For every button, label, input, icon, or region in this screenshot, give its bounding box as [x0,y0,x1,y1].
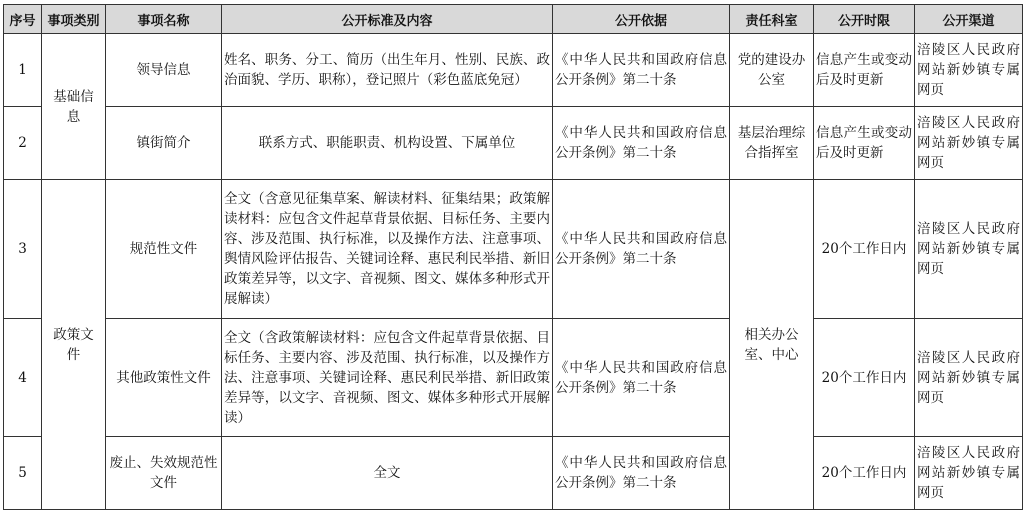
row-time: 20个工作日内 [814,180,915,319]
header-seq: 序号 [4,5,42,34]
row-time: 20个工作日内 [814,319,915,437]
row-standard: 联系方式、职能职责、机构设置、下属单位 [222,107,553,180]
policy-dept: 相关办公室、中心 [730,180,814,510]
row-standard: 全文（含政策解读材料：应包含文件起草背景依据、目标任务、主要内容、涉及范围、执行标准，以及操作方法、注意事项、关键词诠释、惠民利民举措、新旧政策差异等，以文字、音视频、图文、媒体多种形式开展解读） [222,319,553,437]
table-row [4,437,1023,510]
row-channel: 涪陵区人民政府网站新妙镇专属网页 [915,34,1023,107]
header-dept: 责任科室 [730,5,814,34]
header-row [4,5,1023,34]
table-row [4,319,1023,437]
row-channel: 涪陵区人民政府网站新妙镇专属网页 [915,107,1023,180]
header-item-name: 事项名称 [106,5,222,34]
header-standard: 公开标准及内容 [222,5,553,34]
row-time: 信息产生或变动后及时更新 [814,107,915,180]
row-basis: 《中华人民共和国政府信息公开条例》第二十条 [553,180,730,319]
row-standard: 全文（含意见征集草案、解读材料、征集结果；政策解读材料：应包含文件起草背景依据、目标任务、主要内容、涉及范围、执行标准，以及操作方法、注意事项、舆情风险评估报告、关键词诠释、惠民利民举措、新旧政策差异等，以文字、音视频、图文、媒体多种形式开展解读） [222,180,553,319]
row-item-name: 其他政策性文件 [106,319,222,437]
row-standard: 全文 [222,437,553,510]
disclosure-table [3,4,1023,510]
row-seq: 1 [4,34,42,107]
row-channel: 涪陵区人民政府网站新妙镇专属网页 [915,319,1023,437]
row-seq: 3 [4,180,42,319]
category-basic: 基础信息 [42,34,106,180]
row-dept: 党的建设办公室 [730,34,814,107]
row-item-name: 镇街简介 [106,107,222,180]
table-row [4,180,1023,319]
row-item-name: 废止、失效规范性文件 [106,437,222,510]
row-channel: 涪陵区人民政府网站新妙镇专属网页 [915,437,1023,510]
row-seq: 2 [4,107,42,180]
row-item-name: 领导信息 [106,34,222,107]
row-item-name: 规范性文件 [106,180,222,319]
row-channel: 涪陵区人民政府网站新妙镇专属网页 [915,180,1023,319]
header-time: 公开时限 [814,5,915,34]
row-basis: 《中华人民共和国政府信息公开条例》第二十条 [553,437,730,510]
header-channel: 公开渠道 [915,5,1023,34]
row-standard: 姓名、职务、分工、简历（出生年月、性别、民族、政治面貌、学历、职称），登记照片（彩色蓝底免冠） [222,34,553,107]
table-row [4,34,1023,107]
row-basis: 《中华人民共和国政府信息公开条例》第二十条 [553,319,730,437]
row-seq: 4 [4,319,42,437]
table-row [4,107,1023,180]
row-time: 信息产生或变动后及时更新 [814,34,915,107]
row-seq: 5 [4,437,42,510]
row-basis: 《中华人民共和国政府信息公开条例》第二十条 [553,34,730,107]
header-basis: 公开依据 [553,5,730,34]
row-time: 20个工作日内 [814,437,915,510]
row-basis: 《中华人民共和国政府信息公开条例》第二十条 [553,107,730,180]
category-policy: 政策文件 [42,180,106,510]
row-dept: 基层治理综合指挥室 [730,107,814,180]
header-category: 事项类别 [42,5,106,34]
